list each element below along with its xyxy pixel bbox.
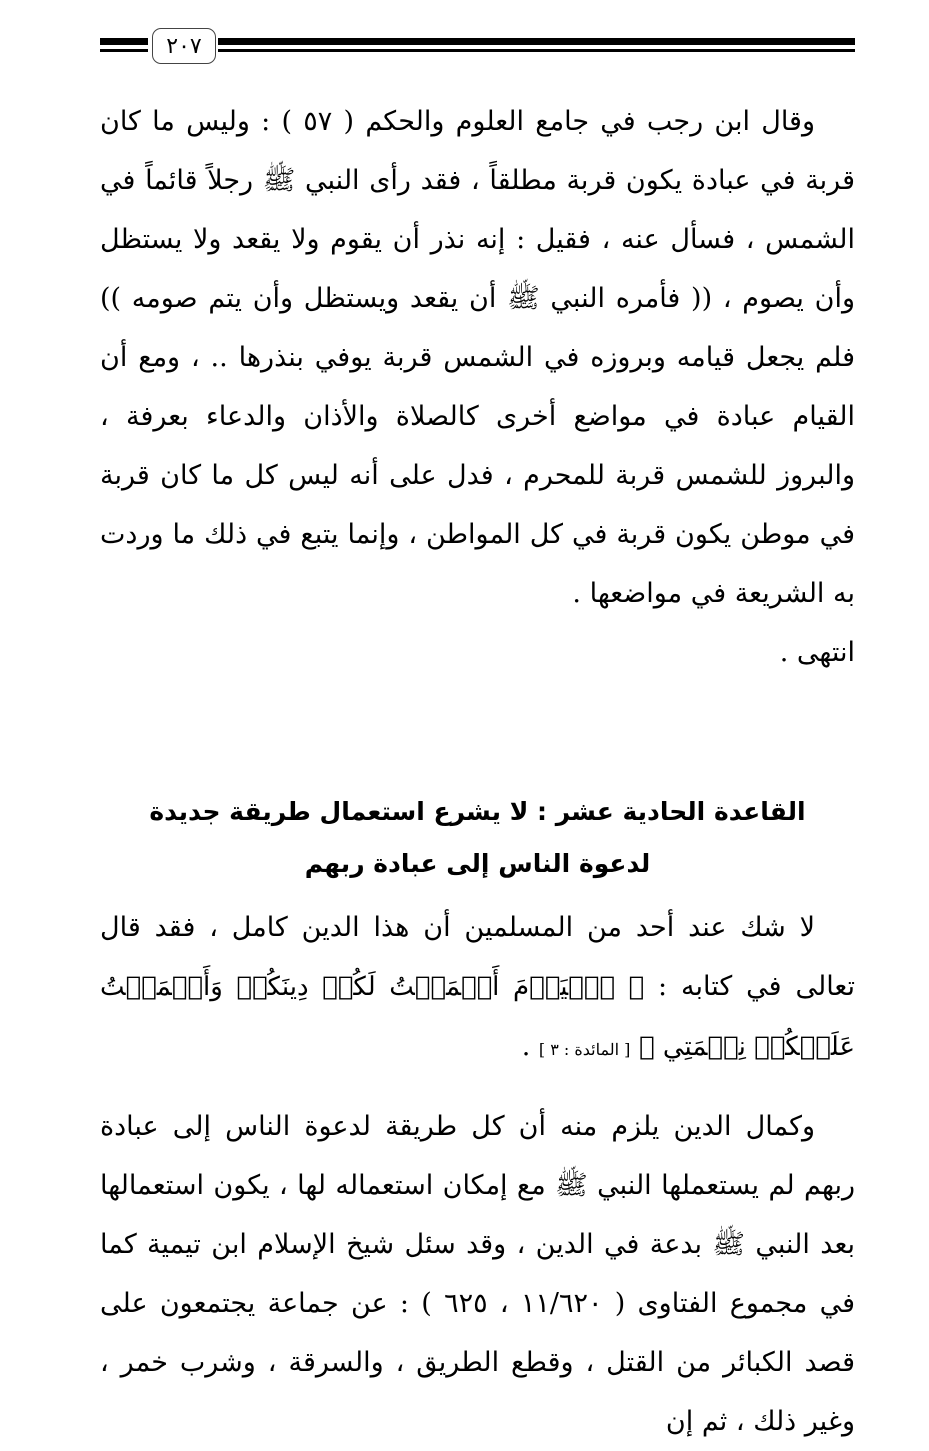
header-rule-right	[218, 38, 855, 52]
section-heading-line2: لدعوة الناس إلى عبادة ربهم	[304, 849, 651, 878]
paragraph-period: .	[521, 1031, 531, 1062]
heading-rule-title: لا يشرع استعمال طريقة جديدة	[149, 797, 529, 826]
heading-rule-number: القاعدة الحادية عشر :	[537, 797, 806, 826]
paragraph-ibn-taymiyyah: وكمال الدين يلزم منه أن كل طريقة لدعوة الناس إلى عبادة ربهم لم يستعملها النبي ﷺ مع إمكان استعماله لها ، يكون استعمالها بعد النبي ﷺ بدعة في الدين ، وقد سئل شيخ الإسلام ابن تيمية كما في مجموع الفتاوى ( ١١/٦٢٠ ، ٦٢٥ ) : عن جماعة يجتمعون على قصد الكبائر من القتل ، وقطع الطريق ، والسرقة ، وشرب خمر ، وغير ذلك ، ثم إن	[100, 1111, 855, 1437]
header-rule-left	[100, 38, 148, 52]
page-body	[100, 92, 855, 1451]
page-number: ٢٠٧	[152, 28, 216, 64]
paragraph-religion-complete	[100, 898, 855, 1079]
section-heading-line1	[100, 786, 855, 838]
quran-reference: [ المائدة : ٣ ]	[538, 1040, 631, 1059]
paragraph-text: لا شك عند أحد من المسلمين أن هذا الدين كامل ، فقد قال تعالى في كتابه :	[100, 912, 855, 1002]
paragraph-end-marker: انتهى .	[779, 637, 855, 668]
quran-verse: ﴿ ٱلۡيَوۡمَ أَكۡمَلۡتُ لَكُمۡ دِينَكُمۡ وَأَتۡمَمۡتُ عَلَيۡكُمۡ نِعۡمَتِي ﴾	[100, 972, 855, 1062]
paragraph-ibn-rajab: وقال ابن رجب في جامع العلوم والحكم ( ٥٧ ) : وليس ما كان قربة في عبادة يكون قربة مطلقاً ، فقد رأى النبي ﷺ رجلاً قائماً في الشمس ، فسأل عنه ، فقيل : إنه نذر أن يقوم ولا يقعد ولا يستظل وأن يصوم ، (( فأمره النبي ﷺ أن يقعد ويستظل وأن يتم صومه )) فلم يجعل قيامه وبروزه في الشمس قربة يوفي بنذرها .. ، ومع أن القيام عبادة في مواضع أخرى كالصلاة والأذان والدعاء بعرفة ، والبروز للشمس قربة للمحرم ، فدل على أنه ليس كل ما كان قربة في موطن يكون قربة في كل المواطن ، وإنما يتبع في ذلك ما وردت به الشريعة في مواضعها .	[100, 106, 855, 609]
page-header	[100, 28, 855, 68]
